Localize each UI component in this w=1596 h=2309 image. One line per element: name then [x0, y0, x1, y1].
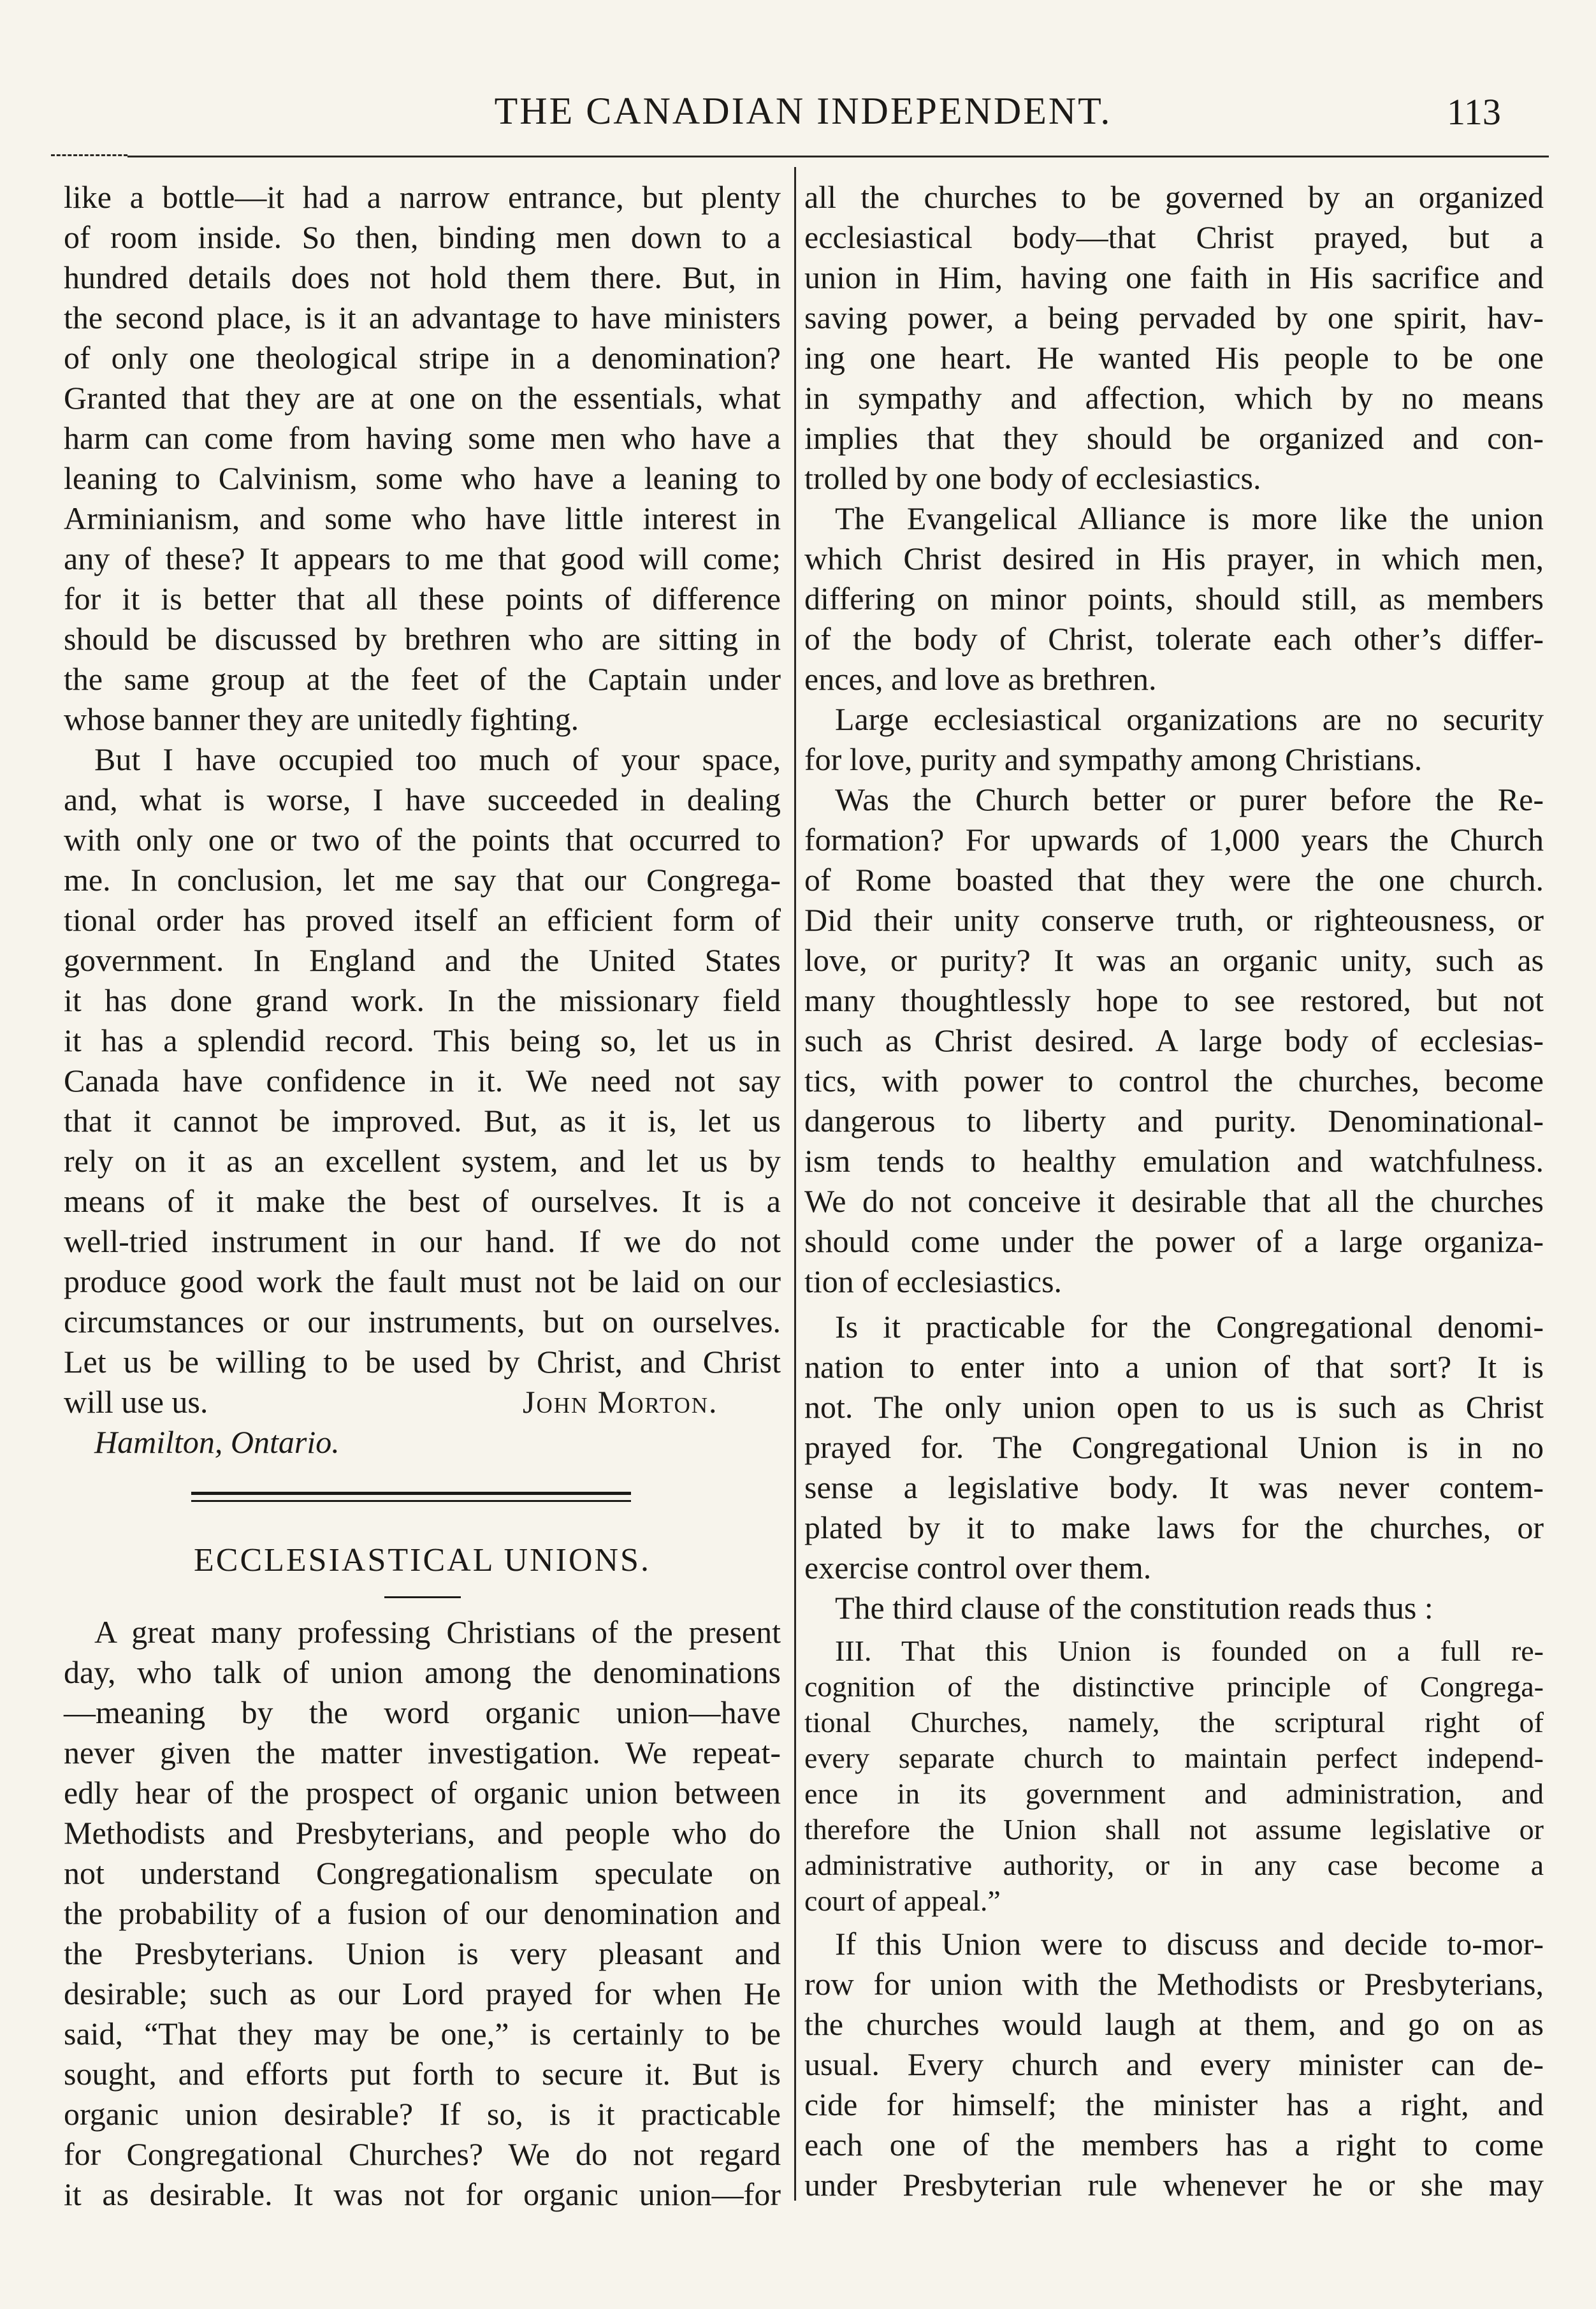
text-line: rely on it as an excellent system, and let us by — [64, 1143, 781, 1179]
text-line: of only one theological stripe in a denomination? — [64, 340, 781, 375]
left-paragraph-2 — [64, 739, 781, 1382]
text-line: If this Union were to discuss and decide to-mor- — [835, 1926, 1544, 1962]
header-rule — [127, 156, 1549, 157]
text-line: exercise control over them. — [804, 1550, 1152, 1585]
right-paragraph-5 — [804, 1307, 1544, 1588]
text-line: sought, and efforts put forth to secure it. But is — [64, 2056, 781, 2092]
text-line: me. In conclusion, let me say that our Congrega- — [64, 862, 781, 898]
constitution-quote — [804, 1633, 1544, 1919]
right-column — [804, 177, 1544, 2205]
right-paragraph-3 — [804, 699, 1544, 780]
text-line: in sympathy and affection, which by no means — [804, 380, 1544, 416]
text-line: the churches would laugh at them, and go on as — [804, 2006, 1544, 2042]
text-line: ence in its government and administration, and — [804, 1777, 1544, 1810]
text-line: edly hear of the prospect of organic union between — [64, 1775, 781, 1810]
text-line: ing one heart. He wanted His people to be one — [804, 340, 1544, 375]
text-line: not understand Congregationalism speculate on — [64, 1855, 781, 1891]
author-name: John Morton. — [523, 1384, 718, 1420]
text-line: cide for himself; the minister has a right, and — [804, 2087, 1544, 2122]
text-line: cognition of the distinctive principle of Congrega- — [804, 1670, 1544, 1703]
text-line: of room inside. So then, binding men down to a — [64, 219, 781, 255]
text-line: for love, purity and sympathy among Christians. — [804, 741, 1423, 777]
text-line: harm can come from having some men who have a — [64, 420, 781, 456]
text-line: Large ecclesiastical organizations are no security — [835, 701, 1544, 737]
right-paragraph-6 — [804, 1588, 1544, 1628]
text-line: tional order has proved itself an efficient form of — [64, 902, 781, 938]
text-line: not. The only union open to us is such as Christ — [804, 1389, 1544, 1425]
text-line: court of appeal.” — [804, 1884, 1001, 1917]
text-line: the second place, is it an advantage to have ministers — [64, 300, 781, 335]
text-line: Did their unity conserve truth, or righteousness, or — [804, 902, 1544, 938]
text-line: union in Him, having one faith in His sacrifice and — [804, 259, 1544, 295]
text-line: produce good work the fault must not be laid on our — [64, 1264, 781, 1299]
text-line: plated by it to make laws for the churches, or — [804, 1510, 1544, 1545]
page-number: 113 — [1447, 91, 1501, 133]
text-line: tion of ecclesiastics. — [804, 1264, 1063, 1299]
text-line: differing on minor points, should still, as members — [804, 581, 1544, 616]
text-line: Methodists and Presbyterians, and people who do — [64, 1815, 781, 1851]
text-line: The Evangelical Alliance is more like the union — [835, 500, 1544, 536]
right-paragraph-1 — [804, 177, 1544, 499]
text-line: —meaning by the word organic union—have — [64, 1694, 781, 1730]
text-line: dangerous to liberty and purity. Denominational- — [804, 1103, 1544, 1139]
text-line: well-tried instrument in our hand. If we do not — [64, 1223, 781, 1259]
text-line: that it cannot be improved. But, as it is, let us — [64, 1103, 781, 1139]
text-line: should come under the power of a large organiza- — [804, 1223, 1544, 1259]
text-line: sense a legislative body. It was never contem- — [804, 1469, 1544, 1505]
left-column — [64, 177, 781, 2215]
text-line: for it is better that all these points of difference — [64, 581, 781, 616]
right-paragraph-2 — [804, 499, 1544, 699]
text-line: ences, and love as brethren. — [804, 661, 1157, 697]
text-line: We do not conceive it desirable that all the churches — [804, 1183, 1544, 1219]
text-line: like a bottle—it had a narrow entrance, but plenty — [64, 179, 781, 215]
section-separator — [191, 1492, 631, 1502]
text-line: it as desirable. It was not for organic union—for — [64, 2176, 781, 2212]
text-line: for Congregational Churches? We do not regard — [64, 2136, 781, 2172]
text-line: Was the Church better or purer before the Re- — [835, 782, 1544, 817]
text-line: The third clause of the constitution reads thus : — [835, 1590, 1433, 1626]
text-line: nation to enter into a union of that sort? It is — [804, 1349, 1544, 1385]
text-line: organic union desirable? If so, is it practicable — [64, 2096, 781, 2132]
text-line: Granted that they are at one on the essentials, what — [64, 380, 781, 416]
text-line: implies that they should be organized and con- — [804, 420, 1544, 456]
text-line: any of these? It appears to me that good will come; — [64, 541, 781, 576]
text-line: such as Christ desired. A large body of ecclesias- — [804, 1023, 1544, 1058]
text-line: III. That this Union is founded on a full re- — [835, 1635, 1544, 1667]
text-line: never given the matter investigation. We repeat- — [64, 1735, 781, 1770]
right-paragraph-7 — [804, 1924, 1544, 2205]
text-line: all the churches to be governed by an organized — [804, 179, 1544, 215]
author-place: Hamilton, Ontario. — [94, 1424, 340, 1460]
text-line: with only one or two of the points that occurred to — [64, 822, 781, 857]
text-line: But I have occupied too much of your space, — [94, 741, 781, 777]
text-line: each one of the members has a right to come — [804, 2127, 1544, 2162]
signoff-line — [64, 1382, 781, 1422]
text-line: trolled by one body of ecclesiastics. — [804, 460, 1261, 496]
text-line: Is it practicable for the Congregational denomi- — [835, 1309, 1544, 1344]
running-title: THE CANADIAN INDEPENDENT. — [494, 90, 1112, 132]
left-paragraph-1 — [64, 177, 781, 739]
text-line: it has done grand work. In the missionary field — [64, 982, 781, 1018]
text-line: desirable; such as our Lord prayed for when He — [64, 1976, 781, 2011]
text-line: circumstances or our instruments, but on ourselves. — [64, 1304, 781, 1339]
text-line: row for union with the Methodists or Presbyterians, — [804, 1966, 1544, 2002]
text-line: therefore the Union shall not assume legislative or — [804, 1813, 1544, 1846]
header-rule-dashed — [51, 154, 127, 156]
heading-rule — [384, 1596, 461, 1598]
text-line: under Presbyterian rule whenever he or she may — [804, 2167, 1544, 2203]
text-line: saving power, a being pervaded by one spirit, hav- — [804, 300, 1544, 335]
text-line: formation? For upwards of 1,000 years the Church — [804, 822, 1544, 857]
signoff-text: will use us. — [64, 1384, 208, 1420]
text-line: ism tends to healthy emulation and watchfulness. — [804, 1143, 1544, 1179]
text-line: every separate church to maintain perfect independ- — [804, 1742, 1544, 1774]
section-heading: ECCLESIASTICAL UNIONS. — [194, 1542, 651, 1578]
text-line: it has a splendid record. This being so, let us in — [64, 1023, 781, 1058]
text-line: tics, with power to control the churches, become — [804, 1063, 1544, 1098]
text-line: government. In England and the United States — [64, 942, 781, 978]
column-divider — [794, 167, 796, 2201]
text-line: the same group at the feet of the Captain under — [64, 661, 781, 697]
text-line: love, or purity? It was an organic unity, such as — [804, 942, 1544, 978]
text-line: prayed for. The Congregational Union is in no — [804, 1429, 1544, 1465]
text-line: and, what is worse, I have succeeded in dealing — [64, 782, 781, 817]
text-line: the probability of a fusion of our denomination and — [64, 1895, 781, 1931]
text-line: whose banner they are unitedly fighting. — [64, 701, 579, 737]
text-line: day, who talk of union among the denominations — [64, 1654, 781, 1690]
text-line: tional Churches, namely, the scriptural right of — [804, 1706, 1544, 1738]
text-line: Arminianism, and some who have little interest in — [64, 500, 781, 536]
text-line: Let us be willing to be used by Christ, and Christ — [64, 1344, 781, 1380]
text-line: which Christ desired in His prayer, in which men, — [804, 541, 1544, 576]
text-line: hundred details does not hold them there. But, in — [64, 259, 781, 295]
text-line: leaning to Calvinism, some who have a leaning to — [64, 460, 781, 496]
text-line: A great many professing Christians of the present — [94, 1614, 781, 1650]
text-line: Canada have confidence in it. We need not say — [64, 1063, 781, 1098]
text-line: many thoughtlessly hope to see restored, but not — [804, 982, 1544, 1018]
text-line: means of it make the best of ourselves. It is a — [64, 1183, 781, 1219]
text-line: the Presbyterians. Union is very pleasant and — [64, 1935, 781, 1971]
text-line: ecclesiastical body—that Christ prayed, but a — [804, 219, 1544, 255]
text-line: should be discussed by brethren who are sitting in — [64, 621, 781, 657]
right-paragraph-4 — [804, 780, 1544, 1302]
text-line: of the body of Christ, tolerate each other’s differ- — [804, 621, 1544, 657]
left-paragraph-3 — [64, 1612, 781, 2215]
text-line: said, “That they may be one,” is certainly to be — [64, 2016, 781, 2051]
text-line: administrative authority, or in any case become a — [804, 1849, 1544, 1881]
text-line: usual. Every church and every minister can de- — [804, 2046, 1544, 2082]
text-line: of Rome boasted that they were the one church. — [804, 862, 1544, 898]
